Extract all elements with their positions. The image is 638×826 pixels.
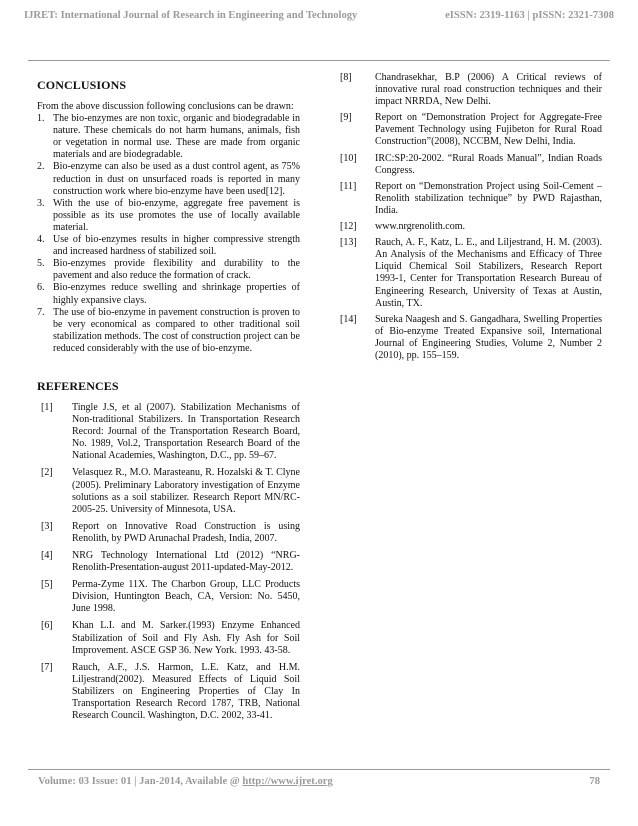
conclusions-intro: From the above discussion following conclusions can be drawn: [37,101,294,112]
reference-item [37,579,300,615]
item-text: Bio-enzymes provide flexibility and durability to the pavement and also reduce the formation of crack. [53,258,300,282]
item-text: Use of bio-enzymes results in higher compressive strength and increased hardness of stabilized soil. [53,234,300,258]
reference-text: Perma-Zyme 11X. The Charbon Group, LLC Products Division, Huntington Beach, CA, Version: No. 5450, June 1998. [72,579,300,615]
conclusion-item [37,258,300,282]
conclusion-item [37,198,300,234]
reference-item [37,521,300,545]
reference-item [37,662,300,722]
item-text: Bio-enzyme can also be used as a dust control agent, as 75% reduction in dust on unsurfaced roads is reported in many construction work where bio-enzyme have been used[12]. [53,161,300,197]
page-footer [38,776,600,787]
page-header [24,10,614,21]
reference-text: Rauch, A. F., Katz, L. E., and Liljestrand, H. M. (2003). An Analysis of the Mechanisms and Efficacy of Three Liquid Chemical Soil Stabilizers, Research Report 1993-1, Center for Transportation Research Bureau of Engineering Research, University of Texas at Austin, Austin, TX. [375,237,602,309]
reference-number: [8] [340,72,352,83]
item-text: The bio-enzymes are non toxic, organic and biodegradable in nature. These chemicals do not harm humans, animals, fish or vegetation in normal use. These are made from organic materials and are biodegradable. [53,113,300,161]
reference-text: Report on “Demonstration Project for Aggregate-Free Pavement Technology using Fujibeton for Rural Road Construction”(2008), NCCBM, New Delhi, India. [375,112,602,148]
reference-item [340,237,602,310]
reference-text: Report on Innovative Road Construction is using Renolith, by PWD Arunachal Pradesh, India, 2007. [72,520,300,544]
issn: eISSN: 2319-1163 | pISSN: 2321-7308 [445,10,614,21]
conclusion-item [37,113,300,161]
conclusions-list [37,113,300,355]
reference-item [37,402,300,462]
reference-item [340,181,602,217]
reference-number: [12] [340,221,357,233]
reference-text: Velasquez R., M.O. Marasteanu, R. Hozalski & T. Clyne (2005). Preliminary Laboratory investigation of Enzyme solutions as a soil stabilizer. Research Report MN/RC-2005-25. University of Minnesota, USA. [72,467,300,515]
item-number: 5. [37,258,45,270]
reference-item [340,153,602,177]
journal-title: IJRET: International Journal of Research in Engineering and Technology [24,10,358,21]
reference-text: Chandrasekhar, B.P (2006) A Critical reviews of innovative rural road construction techniques and their impact NRRDA, New Delhi. [375,72,602,108]
conclusion-item [37,234,300,258]
reference-text: IRC:SP:20-2002. “Rural Roads Manual”, Indian Roads Congress. [375,152,602,176]
references-heading: REFERENCES [37,378,119,393]
reference-text: Rauch, A.F., J.S. Harmon, L.E. Katz, and H.M. Liljestrand(2002). Measured Effects of Liquid Soil Stabilizers on Engineering Properties of Clay In Transportation Research Record 1787, TRB, National Research Council. Washington, D.C. 2002, 33-41. [72,661,300,722]
reference-item [37,620,300,656]
journal-link[interactable]: http://www.ijret.org [242,776,333,787]
reference-text: Sureka Naagesh and S. Gangadhara, Swelling Properties of Bio-enzyme Treated Expansive soil, International Journal of Engineering Studies, Volume 2, Number 2 (2010), pp. 155–159. [375,313,602,361]
reference-number: [11] [340,180,357,192]
reference-number: [3] [41,520,53,532]
reference-number: [7] [41,661,53,673]
reference-text: Report on “Demonstration Project using Soil-Cement – Renolith stabilization technique” by PWD Rajasthan, India. [375,180,602,216]
reference-number: [1] [41,401,53,413]
reference-text[interactable]: www.nrgrenolith.com. [375,221,465,233]
reference-number: [6] [41,620,53,632]
item-number: 6. [37,282,45,294]
item-text: Bio-enzymes reduce swelling and shrinkage properties of highly expansive clays. [53,282,300,306]
item-text: With the use of bio-enzyme, aggregate free pavement is possible as its use promotes the use of locally available material. [53,197,300,233]
reference-number: [5] [41,579,53,591]
item-number: 1. [37,113,45,125]
reference-item [340,72,602,108]
conclusion-item [37,161,300,197]
reference-text: Tingle J.S, et al (2007). Stabilization Mechanisms of Non-traditional Stabilizers. In Transportation Research Record: Journal of the Transportation Research Board, No. 1989, Vol.2, Transportation Research Board of the National Academies, Washington, D.C., pp. 59–67. [72,401,300,462]
footer-divider [28,769,610,770]
right-column [340,72,602,366]
reference-text: NRG Technology International Ltd (2012) “NRG-Renolith-Presentation-august 2011-updated-May-2012. [72,550,300,574]
item-number: 4. [37,234,45,246]
reference-item [340,314,602,362]
reference-item [37,550,300,574]
reference-number: [10] [340,152,357,164]
footer-volume-text: Volume: 03 Issue: 01 | Jan-2014, Available @ [38,776,243,787]
reference-item [340,112,602,148]
left-column [37,72,300,727]
footer-volume [38,776,333,787]
item-number: 3. [37,197,45,209]
conclusion-item [37,307,300,355]
reference-number: [4] [41,550,53,561]
page-number: 78 [589,776,600,787]
reference-item [340,221,602,233]
item-number: 2. [37,161,45,173]
reference-number: [13] [340,237,357,249]
conclusion-item [37,282,300,306]
reference-number: [2] [41,467,53,479]
header-divider [28,60,610,61]
reference-item [37,467,300,515]
reference-text: Khan L.I. and M. Sarker.(1993) Enzyme Enhanced Stabilization of Soil and Fly Ash. Fly Ash for Soil Improvement. ASCE GSP 36. New York. 1993. 43-58. [72,620,300,656]
item-text: The use of bio-enzyme in pavement construction is proven to be very economical as compared to other traditional soil stabilization methods. The cost of construction project can be reduced considerably with the use of bio-enzyme. [53,306,300,354]
item-number: 7. [37,306,45,318]
conclusions-heading: CONCLUSIONS [37,78,127,92]
reference-number: [14] [340,313,357,325]
reference-number: [9] [340,112,352,124]
